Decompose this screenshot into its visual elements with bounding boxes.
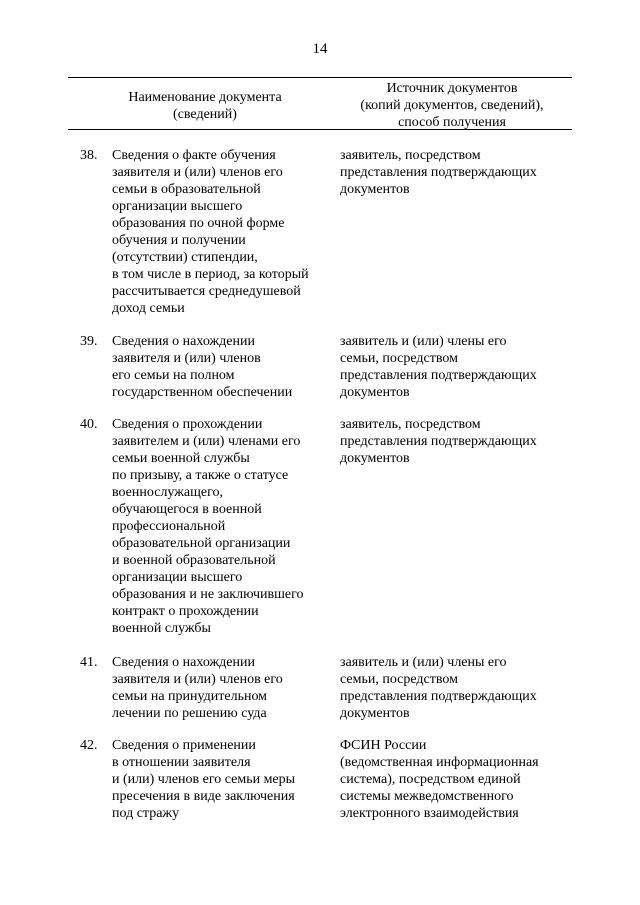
row-number: 41.: [80, 655, 98, 670]
document-name-line: семьи военной службы: [112, 451, 250, 466]
document-name-line: и (или) членов его семьи меры: [112, 772, 296, 787]
document-source-line: электронного взаимодействия: [340, 806, 519, 821]
document-source-line: ФСИН России: [340, 738, 427, 753]
document-name-line: его семьи на полном: [112, 368, 235, 383]
document-source-line: (ведомственная информационная: [340, 755, 539, 770]
document-name-line: семьи в образовательной: [112, 182, 261, 197]
document-name-line: контракт о прохождении: [112, 604, 259, 619]
column-header-line: Источник документов: [386, 81, 518, 96]
document-source-line: семьи, посредством: [340, 351, 458, 366]
row-number: 40.: [80, 417, 98, 432]
document-name-line: обучающегося в военной: [112, 502, 262, 517]
document-name-line: Сведения о факте обучения: [112, 148, 276, 163]
column-header-line: способ получения: [398, 115, 506, 130]
document-name-line: образования и не заключившего: [112, 587, 304, 602]
document-name-line: заявителя и (или) членов его: [112, 672, 283, 687]
document-name-line: образовательной организации: [112, 536, 291, 551]
document-name-line: в том числе в период, за который: [112, 267, 309, 282]
document-source-line: заявитель, посредством: [340, 148, 481, 163]
document-name-cell: [112, 737, 332, 822]
document-source-line: представления подтверждающих: [340, 368, 537, 383]
document-source-line: представления подтверждающих: [340, 165, 537, 180]
document-name-line: по призыву, а также о статусе: [112, 468, 289, 483]
column-header-line: (сведений): [173, 107, 237, 122]
column-header-document-name: [90, 89, 320, 123]
document-name-line: (отсутствии) стипендии,: [112, 250, 258, 265]
document-name-cell: [112, 333, 332, 401]
document-source-line: документов: [340, 385, 410, 400]
document-name-line: семьи на принудительном: [112, 689, 268, 704]
document-source-line: система), посредством единой: [340, 772, 521, 787]
column-header-line: (копий документов, сведений),: [360, 98, 544, 113]
document-source-cell: [340, 737, 580, 822]
document-name-line: под стражу: [112, 806, 180, 821]
document-name-line: Сведения о применении: [112, 738, 256, 753]
document-name-line: рассчитывается среднедушевой: [112, 284, 301, 299]
page-number: 14: [312, 41, 328, 57]
document-name-line: военной службы: [112, 621, 211, 636]
document-name-line: пресечения в виде заключения: [112, 789, 295, 804]
document-name-line: военнослужащего,: [112, 485, 224, 500]
document-source-line: заявитель и (или) члены его: [340, 655, 507, 670]
document-source-line: семьи, посредством: [340, 672, 458, 687]
document-name-line: лечении по решению суда: [112, 706, 267, 721]
document-source-line: документов: [340, 451, 410, 466]
document-name-line: Сведения о прохождении: [112, 417, 263, 432]
document-source-line: представления подтверждающих: [340, 689, 537, 704]
document-source-line: документов: [340, 182, 410, 197]
column-header-document-source: [337, 80, 567, 131]
document-source-line: системы межведомственного: [340, 789, 514, 804]
document-source-cell: [340, 654, 580, 722]
column-header-line: Наименование документа: [128, 90, 282, 105]
document-source-line: представления подтверждающих: [340, 434, 537, 449]
document-name-line: заявителя и (или) членов его: [112, 165, 283, 180]
document-name-line: организации высшего: [112, 570, 243, 585]
document-name-cell: [112, 147, 332, 317]
document-name-line: Сведения о нахождении: [112, 334, 255, 349]
row-number: 39.: [80, 334, 98, 349]
document-name-cell: [112, 654, 332, 722]
document-name-cell: [112, 416, 332, 637]
document-source-cell: [340, 147, 580, 198]
document-source-cell: [340, 416, 580, 467]
document-name-line: заявителя и (или) членов: [112, 351, 261, 366]
document-source-line: документов: [340, 706, 410, 721]
table-header-rule: [68, 129, 572, 130]
document-name-line: государственном обеспечении: [112, 385, 293, 400]
document-name-line: в отношении заявителя: [112, 755, 251, 770]
document-name-line: организации высшего: [112, 199, 243, 214]
document-name-line: образования по очной форме: [112, 216, 285, 231]
document-source-line: заявитель, посредством: [340, 417, 481, 432]
document-name-line: Сведения о нахождении: [112, 655, 255, 670]
table-top-rule: [68, 77, 572, 78]
document-name-line: обучения и получении: [112, 233, 246, 248]
document-name-line: доход семьи: [112, 301, 185, 316]
document-name-line: профессиональной: [112, 519, 226, 534]
document-source-cell: [340, 333, 580, 401]
document-name-line: заявителем и (или) членами его: [112, 434, 301, 449]
document-source-line: заявитель и (или) члены его: [340, 334, 507, 349]
document-name-line: и военной образовательной: [112, 553, 276, 568]
row-number: 38.: [80, 148, 98, 163]
row-number: 42.: [80, 738, 98, 753]
